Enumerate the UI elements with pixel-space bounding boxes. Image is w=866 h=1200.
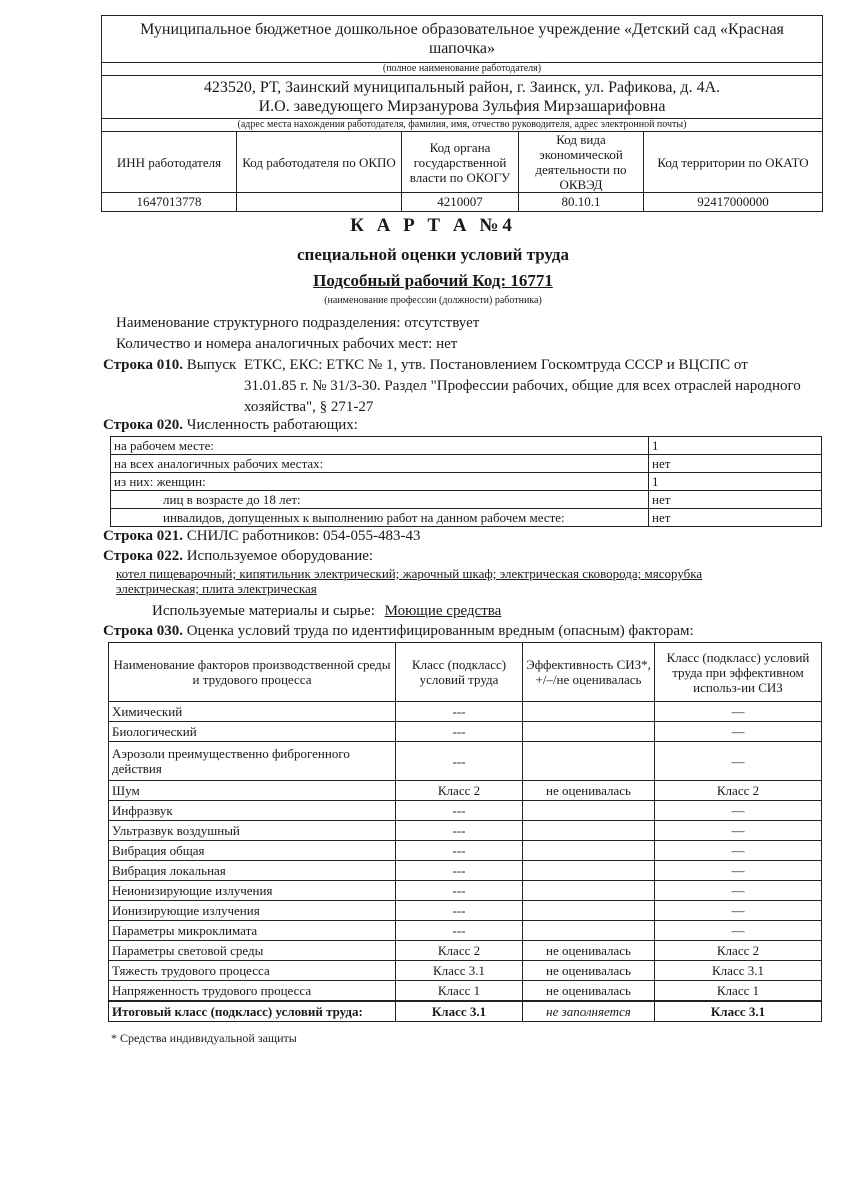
profession-title: Подсобный рабочий Код: 16771: [313, 271, 553, 290]
factor-name: Шум: [109, 781, 396, 801]
factor-class: ---: [396, 722, 523, 742]
card-title: К А Р Т А №4: [350, 215, 516, 236]
count-label: лиц в возрасте до 18 лет:: [111, 491, 649, 509]
row-021-text: СНИЛС работников: 054-055-483-43: [186, 528, 421, 544]
table-row: [109, 702, 822, 722]
table-row: [109, 981, 822, 1002]
materials-value: Моющие средства: [384, 603, 502, 619]
table-row: [109, 742, 822, 781]
factors-header-efficiency: Эффективность СИЗ*, +/–/не оценивалась: [523, 643, 655, 702]
factor-siz-class: Класс 1: [655, 981, 822, 1002]
org-name-label: (полное наименование работодателя): [102, 63, 823, 76]
equipment-list: котел пищеварочный; кипятильник электрический; жарочный шкаф; электрическая сковорода; мясорубка электрическая; плита электрическая: [116, 566, 703, 596]
total-siz-class: Класс 3.1: [655, 1001, 822, 1022]
factor-efficiency: [523, 861, 655, 881]
value-inn: 1647013778: [102, 193, 237, 212]
address-line: 423520, РТ, Заинский муниципальный район, г. Заинск, ул. Рафикова, д. 4А.: [203, 79, 721, 96]
row-030: [103, 621, 694, 642]
factors-body: [109, 702, 822, 1022]
value-okved: 80.10.1: [519, 193, 644, 212]
count-label: на всех аналогичных рабочих местах:: [111, 455, 649, 473]
factor-class: ---: [396, 801, 523, 821]
factor-efficiency: не оценивалась: [523, 981, 655, 1002]
factors-header-siz-class: Класс (подкласс) условий труда при эффективном использ-ии СИЗ: [655, 643, 822, 702]
factor-siz-class: —: [655, 921, 822, 941]
factor-class: ---: [396, 841, 523, 861]
factor-siz-class: —: [655, 821, 822, 841]
row-021: [103, 526, 421, 547]
code-header-okpo: Код работодателя по ОКПО: [237, 132, 402, 193]
table-row: [109, 901, 822, 921]
factor-efficiency: не оценивалась: [523, 781, 655, 801]
code-header-inn: ИНН работодателя: [102, 132, 237, 193]
table-row: [111, 437, 822, 455]
row-030-text: Оценка условий труда по идентифицированным вредным (опасным) факторам:: [186, 623, 694, 639]
factor-name: Биологический: [109, 722, 396, 742]
factor-name: Ионизирующие излучения: [109, 901, 396, 921]
factor-siz-class: —: [655, 722, 822, 742]
total-efficiency: не заполняется: [523, 1001, 655, 1022]
row-020-text: Численность работающих:: [186, 417, 358, 433]
division-line: Наименование структурного подразделения: отсутствует: [116, 315, 480, 331]
factor-efficiency: не оценивалась: [523, 941, 655, 961]
count-label: из них: женщин:: [111, 473, 649, 491]
factor-siz-class: —: [655, 742, 822, 781]
total-label: Итоговый класс (подкласс) условий труда:: [109, 1001, 396, 1022]
row-020-label: Строка 020.: [103, 417, 183, 433]
org-name: Муниципальное бюджетное дошкольное образовательное учреждение «Детский сад «Красная шапочка»: [102, 16, 823, 63]
address-label: (адрес места нахождения работодателя, фамилия, имя, отчество руководителя, адрес электронной почты): [102, 119, 823, 132]
card-subtitle: специальной оценки условий труда: [297, 245, 569, 264]
factor-name: Тяжесть трудового процесса: [109, 961, 396, 981]
profession-label: (наименование профессии (должности) работника): [324, 295, 542, 306]
row-020: [103, 415, 358, 436]
count-value: нет: [649, 509, 822, 527]
factors-header-name: Наименование факторов производственной среды и трудового процесса: [109, 643, 396, 702]
table-row: [109, 781, 822, 801]
factor-name: Неионизирующие излучения: [109, 881, 396, 901]
factor-siz-class: Класс 2: [655, 941, 822, 961]
row-010: [103, 355, 803, 415]
table-row: [111, 455, 822, 473]
factor-efficiency: [523, 722, 655, 742]
factor-class: Класс 3.1: [396, 961, 523, 981]
factor-siz-class: —: [655, 881, 822, 901]
table-row: [109, 861, 822, 881]
table-row: [111, 473, 822, 491]
footnote: * Средства индивидуальной защиты: [111, 1031, 297, 1045]
total-row: [109, 1001, 822, 1022]
factor-siz-class: Класс 3.1: [655, 961, 822, 981]
factor-siz-class: —: [655, 901, 822, 921]
row-030-label: Строка 030.: [103, 623, 183, 639]
factor-efficiency: [523, 841, 655, 861]
factor-name: Аэрозоли преимущественно фиброгенного действия: [109, 742, 396, 781]
factor-name: Напряженность трудового процесса: [109, 981, 396, 1002]
factor-class: ---: [396, 861, 523, 881]
factor-class: ---: [396, 702, 523, 722]
count-label: на рабочем месте:: [111, 437, 649, 455]
factor-class: Класс 2: [396, 941, 523, 961]
total-class: Класс 3.1: [396, 1001, 523, 1022]
factor-name: Ультразвук воздушный: [109, 821, 396, 841]
count-value: 1: [649, 473, 822, 491]
row-022-text: Используемое оборудование:: [186, 548, 374, 564]
count-value: 1: [649, 437, 822, 455]
table-row: [109, 821, 822, 841]
factor-efficiency: [523, 801, 655, 821]
value-okogu: 4210007: [402, 193, 519, 212]
factor-efficiency: [523, 921, 655, 941]
factor-class: ---: [396, 881, 523, 901]
factor-name: Вибрация общая: [109, 841, 396, 861]
table-row: [109, 961, 822, 981]
factor-efficiency: [523, 901, 655, 921]
materials-line: [152, 601, 501, 622]
table-row: [109, 941, 822, 961]
table-row: [111, 491, 822, 509]
factor-efficiency: [523, 881, 655, 901]
code-header-okato: Код территории по ОКАТО: [644, 132, 823, 193]
count-value: нет: [649, 491, 822, 509]
row-022-label: Строка 022.: [103, 548, 183, 564]
factor-name: Химический: [109, 702, 396, 722]
value-okpo: [237, 193, 402, 212]
factor-efficiency: [523, 821, 655, 841]
table-row: [109, 921, 822, 941]
workers-count-table: [110, 436, 822, 527]
row-022: [103, 546, 373, 567]
factor-siz-class: —: [655, 801, 822, 821]
employer-address: [102, 76, 823, 119]
code-header-okogu: Код органа государственной власти по ОКОГУ: [402, 132, 519, 193]
factors-table: [108, 642, 822, 1022]
factor-class: ---: [396, 742, 523, 781]
factor-efficiency: [523, 702, 655, 722]
factor-siz-class: —: [655, 841, 822, 861]
table-row: [109, 841, 822, 861]
head-line: И.О. заведующего Мирзанурова Зульфия Мирзашарифовна: [258, 98, 666, 115]
factor-class: Класс 1: [396, 981, 523, 1002]
factor-name: Инфразвук: [109, 801, 396, 821]
materials-label: Используемые материалы и сырье:: [152, 603, 375, 619]
row-010-prefix: Выпуск: [186, 357, 237, 373]
factor-name: Параметры световой среды: [109, 941, 396, 961]
factor-siz-class: Класс 2: [655, 781, 822, 801]
factor-class: Класс 2: [396, 781, 523, 801]
factor-class: ---: [396, 901, 523, 921]
factors-header-class: Класс (подкласс) условий труда: [396, 643, 523, 702]
factor-siz-class: —: [655, 702, 822, 722]
table-row: [111, 509, 822, 527]
count-label: инвалидов, допущенных к выполнению работ на данном рабочем месте:: [111, 509, 649, 527]
factor-efficiency: не оценивалась: [523, 961, 655, 981]
factor-siz-class: —: [655, 861, 822, 881]
factor-name: Параметры микроклимата: [109, 921, 396, 941]
row-010-label: Строка 010.: [103, 357, 183, 373]
table-row: [109, 801, 822, 821]
factor-class: ---: [396, 821, 523, 841]
factor-efficiency: [523, 742, 655, 781]
table-row: [109, 722, 822, 742]
factors-header-row: [109, 643, 822, 702]
employer-header-table: [101, 15, 823, 212]
factor-class: ---: [396, 921, 523, 941]
row-021-label: Строка 021.: [103, 528, 183, 544]
similar-line: Количество и номера аналогичных рабочих мест: нет: [116, 336, 458, 352]
code-header-okved: Код вида экономической деятельности по ОКВЭД: [519, 132, 644, 193]
table-row: [109, 881, 822, 901]
row-010-text: ЕТКС, ЕКС: ЕТКС № 1, утв. Постановлением Госкомтруда СССР и ВЦСПС от 31.01.85 г. № 31/3-30. Раздел "Профессии рабочих, общие для всех отраслей народного хозяйства", § 271-27: [244, 357, 801, 415]
count-value: нет: [649, 455, 822, 473]
factor-name: Вибрация локальная: [109, 861, 396, 881]
value-okato: 92417000000: [644, 193, 823, 212]
